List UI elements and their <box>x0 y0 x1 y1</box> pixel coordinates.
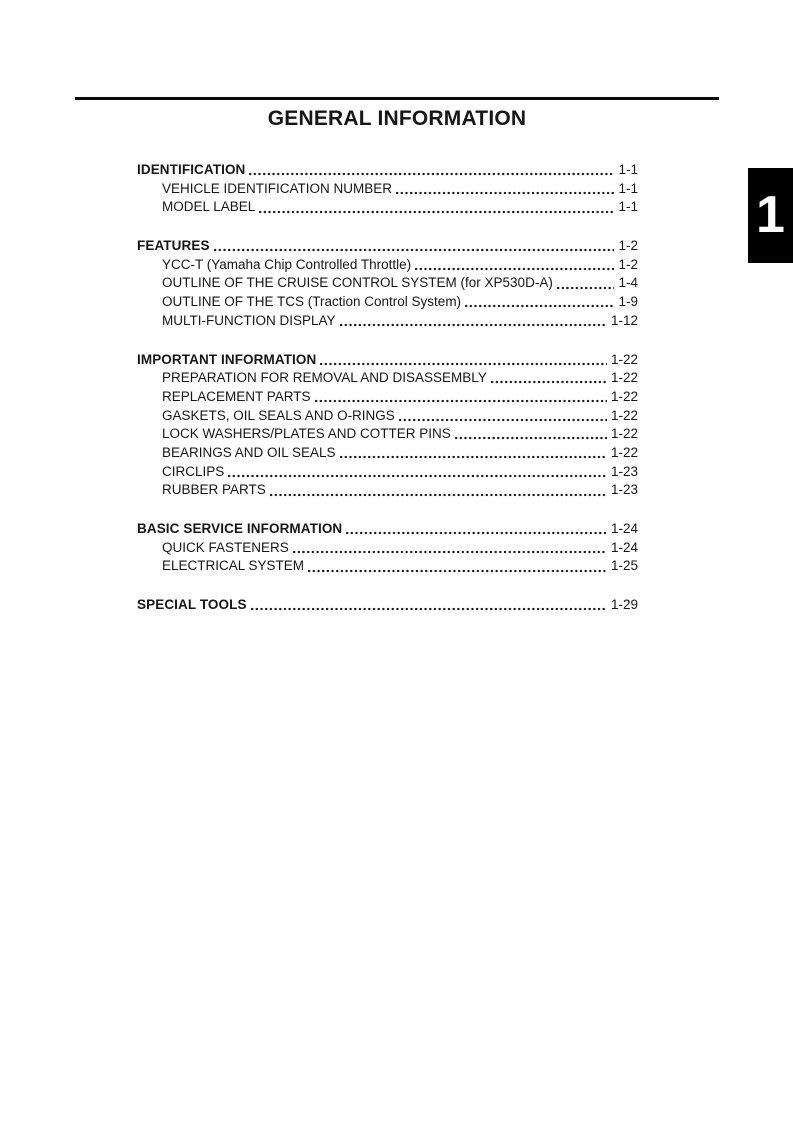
dot-leader <box>465 304 614 308</box>
toc-entry-label: VEHICLE IDENTIFICATION NUMBER <box>162 180 393 196</box>
toc-entry-page: 1-4 <box>618 275 638 291</box>
toc-section-row[interactable] <box>137 351 638 370</box>
toc-section <box>137 351 638 501</box>
toc-entry-page: 1-23 <box>610 482 638 498</box>
toc-entry-page: 1-2 <box>618 256 638 272</box>
toc-item-row[interactable] <box>137 388 638 407</box>
toc-section-row[interactable] <box>137 596 638 615</box>
toc-entry-label: QUICK FASTENERS <box>162 539 289 555</box>
toc-entry-label: MULTI-FUNCTION DISPLAY <box>162 312 336 328</box>
toc-item-row[interactable] <box>137 407 638 426</box>
toc-item-row[interactable] <box>137 425 638 444</box>
toc-entry-label: CIRCLIPS <box>162 463 225 479</box>
table-of-contents <box>137 161 638 615</box>
dot-leader <box>340 323 607 327</box>
toc-entry-page: 1-1 <box>618 199 638 215</box>
toc-section-row[interactable] <box>137 237 638 256</box>
toc-entry-page: 1-29 <box>610 597 638 613</box>
toc-entry-label: YCC-T (Yamaha Chip Controlled Throttle) <box>162 256 412 272</box>
toc-item-row[interactable] <box>137 369 638 388</box>
toc-entry-label: GASKETS, OIL SEALS AND O-RINGS <box>162 407 395 423</box>
toc-item-row[interactable] <box>137 198 638 217</box>
dot-leader <box>251 607 607 611</box>
dot-leader <box>455 436 607 440</box>
chapter-number: 1 <box>756 185 785 244</box>
toc-entry-label: PREPARATION FOR REMOVAL AND DISASSEMBLY <box>162 370 487 386</box>
toc-entry-label: BASIC SERVICE INFORMATION <box>137 521 343 536</box>
toc-entry-page: 1-22 <box>610 407 638 423</box>
dot-leader <box>399 418 607 422</box>
dot-leader <box>340 455 607 459</box>
toc-entry-label: BEARINGS AND OIL SEALS <box>162 444 336 460</box>
header-rule <box>75 97 719 100</box>
toc-entry-label: LOCK WASHERS/PLATES AND COTTER PINS <box>162 426 451 442</box>
dot-leader <box>315 399 607 403</box>
toc-entry-label: IDENTIFICATION <box>137 162 246 177</box>
dot-leader <box>346 531 607 535</box>
toc-entry-page: 1-24 <box>610 539 638 555</box>
dot-leader <box>270 493 607 497</box>
toc-entry-label: FEATURES <box>137 238 210 254</box>
toc-item-row[interactable] <box>137 557 638 576</box>
toc-entry-label: MODEL LABEL <box>162 199 256 215</box>
dot-leader <box>396 191 614 195</box>
dot-leader <box>228 474 607 478</box>
toc-section <box>137 237 638 330</box>
dot-leader <box>415 267 614 271</box>
toc-entry-page: 1-1 <box>618 180 638 196</box>
toc-entry-page: 1-9 <box>618 294 638 310</box>
toc-entry-page: 1-25 <box>610 558 638 574</box>
toc-entry-page: 1-1 <box>618 162 638 177</box>
chapter-tab <box>748 168 793 263</box>
page-title: GENERAL INFORMATION <box>267 107 527 130</box>
toc-item-row[interactable] <box>137 444 638 463</box>
dot-leader <box>214 248 615 252</box>
dot-leader <box>320 362 607 366</box>
dot-leader <box>491 380 607 384</box>
toc-entry-page: 1-22 <box>610 351 638 367</box>
toc-section <box>137 596 638 615</box>
toc-entry-label: RUBBER PARTS <box>162 482 266 498</box>
toc-item-row[interactable] <box>137 180 638 199</box>
toc-item-row[interactable] <box>137 539 638 558</box>
toc-item-row[interactable] <box>137 463 638 482</box>
toc-item-row[interactable] <box>137 256 638 275</box>
toc-entry-label: REPLACEMENT PARTS <box>162 388 311 404</box>
dot-leader <box>249 172 614 176</box>
toc-entry-page: 1-22 <box>610 426 638 442</box>
toc-section-row[interactable] <box>137 520 638 539</box>
toc-entry-label: IMPORTANT INFORMATION <box>137 351 317 367</box>
toc-entry-page: 1-23 <box>610 463 638 479</box>
dot-leader <box>293 550 607 554</box>
toc-entry-label: ELECTRICAL SYSTEM <box>162 558 305 574</box>
dot-leader <box>557 286 615 290</box>
toc-section <box>137 520 638 576</box>
toc-item-row[interactable] <box>137 481 638 500</box>
dot-leader <box>308 569 607 573</box>
toc-entry-label: OUTLINE OF THE TCS (Traction Control System) <box>162 294 462 310</box>
toc-section-row[interactable] <box>137 161 638 180</box>
toc-entry-page: 1-22 <box>610 444 638 460</box>
toc-entry-page: 1-24 <box>610 521 638 536</box>
toc-entry-page: 1-2 <box>618 238 638 254</box>
toc-entry-label: OUTLINE OF THE CRUISE CONTROL SYSTEM (for XP530D-A) <box>162 275 553 291</box>
toc-entry-page: 1-22 <box>610 370 638 386</box>
toc-item-row[interactable] <box>137 293 638 312</box>
dot-leader <box>259 210 614 214</box>
toc-item-row[interactable] <box>137 312 638 331</box>
toc-entry-page: 1-22 <box>610 388 638 404</box>
toc-item-row[interactable] <box>137 274 638 293</box>
toc-section <box>137 161 638 217</box>
toc-entry-page: 1-12 <box>610 312 638 328</box>
toc-entry-label: SPECIAL TOOLS <box>137 597 247 613</box>
